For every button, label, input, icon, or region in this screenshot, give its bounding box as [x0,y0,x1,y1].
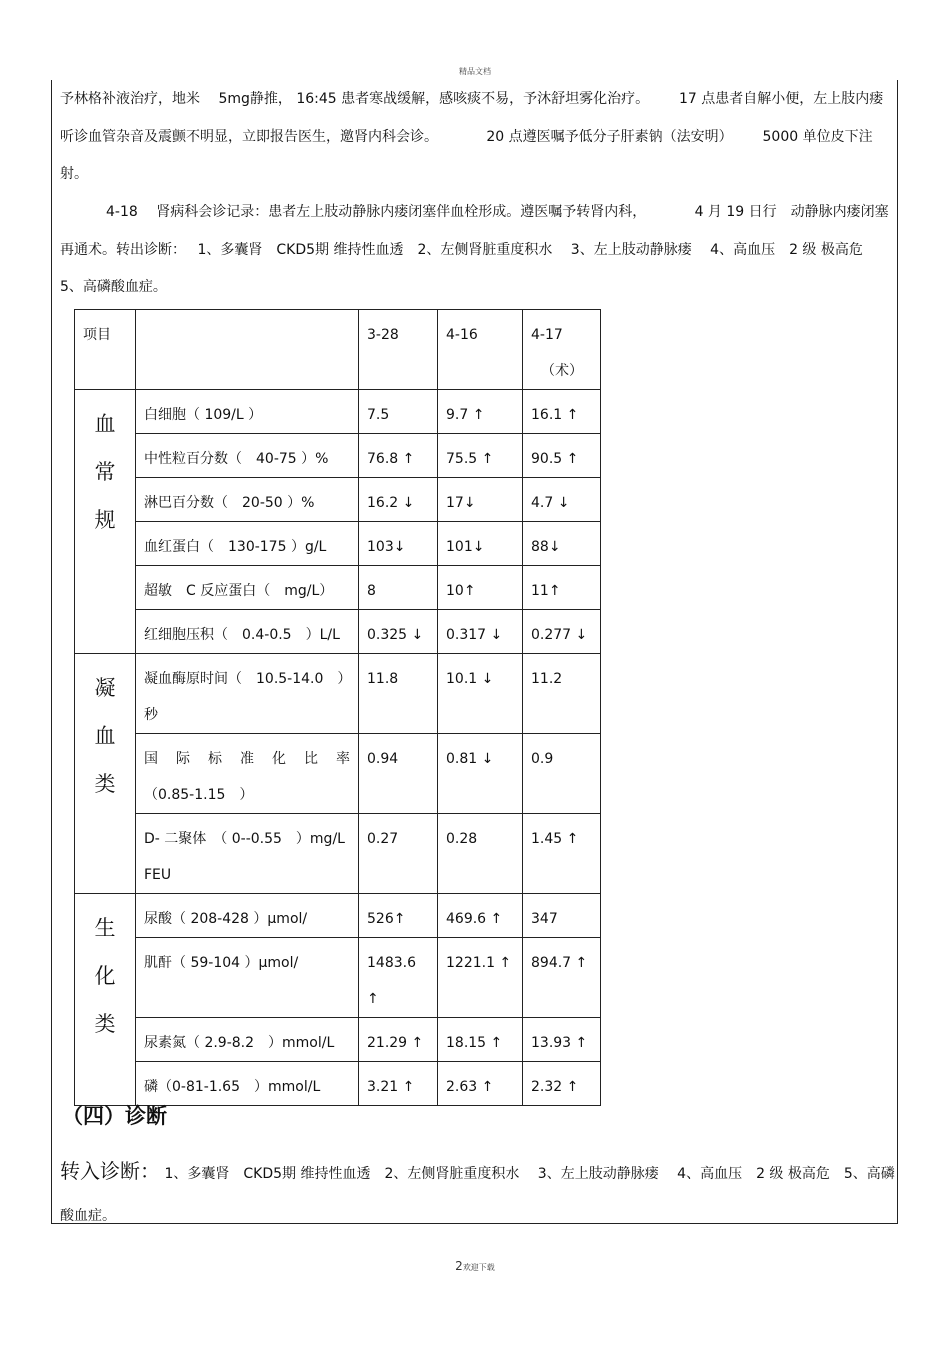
row-name-line-1: 国际标准化比率 [144,751,350,767]
row-value-1: 7.5 [359,390,438,434]
table-row [75,1062,601,1106]
row-value-1: 8 [359,566,438,610]
section-heading-diagnosis: （四）诊断 [62,1103,167,1128]
row-value-1: 0.27 [359,814,438,894]
row-value-2: 10↑ [438,566,523,610]
group-blood-routine [75,390,136,654]
row-name: 肌酐（ 59-104 ）μmol/ [136,938,359,1018]
group-coagulation [75,654,136,894]
row-value-3: 90.5 ↑ [523,434,601,478]
row-value-3: 11↑ [523,566,601,610]
table-row [75,434,601,478]
header-date-3-sub: （术） [541,363,583,379]
nursing-note-paragraph: 予林格补液治疗，地米 5mg静推， 16:45 患者寒战缓解，感咳痰不易，予沐舒坦雾化治疗。 17 点患者自解小便，左上肢内瘘听诊血管杂音及震颤不明显，立即报告医生，邀肾内科会诊。 20 点遵医嘱予低分子肝素钠（法安明） 5000 单位皮下注射。 [60,91,884,182]
row-value-1: 11.8 [359,654,438,734]
row-value-2: 18.15 ↑ [438,1018,523,1062]
admission-diagnosis-text: 1、多囊肾 CKD5期 维持性血透 2、左侧肾脏重度积水 3、左上肢动静脉瘘 4、高血压 2 级 极高危 5、高磷酸血症。 [60,1166,895,1224]
row-value-1: 16.2 ↓ [359,478,438,522]
row-value-3: 1.45 ↑ [523,814,601,894]
group-biochemistry [75,894,136,1106]
header-date-3 [523,310,601,390]
row-value-3: 0.9 [523,734,601,814]
row-value-3: 347 [523,894,601,938]
row-name: D- 二聚体 （ 0--0.55 ）mg/L FEU [136,814,359,894]
row-value-3: 4.7 ↓ [523,478,601,522]
admission-diagnosis-label: 转入诊断： [60,1159,160,1183]
row-value-3: 13.93 ↑ [523,1018,601,1062]
row-name-line-2: （0.85-1.15 ） [144,787,254,803]
row-value-2: 0.28 [438,814,523,894]
admission-diagnosis [60,1150,896,1237]
row-name [136,734,359,814]
row-value-3: 88↓ [523,522,601,566]
table-row [75,814,601,894]
group-blood-routine-label: 血常规 [94,412,116,532]
group-coagulation-label: 凝血类 [94,676,116,796]
row-value-2: 75.5 ↑ [438,434,523,478]
header-date-3-label: 4-17 [531,327,563,343]
table-row [75,610,601,654]
table-row [75,938,601,1018]
row-value-1: 3.21 ↑ [359,1062,438,1106]
row-value-1: 0.94 [359,734,438,814]
row-name: 中性粒百分数（ 40-75 ）% [136,434,359,478]
table-row [75,734,601,814]
row-value-1: 526↑ [359,894,438,938]
row-name: 尿酸（ 208-428 ）μmol/ [136,894,359,938]
table-header-row [75,310,601,390]
table-row [75,1018,601,1062]
row-value-2: 0.317 ↓ [438,610,523,654]
row-value-2: 10.1 ↓ [438,654,523,734]
row-value-2: 101↓ [438,522,523,566]
header-date-2: 4-16 [438,310,523,390]
table-row [75,522,601,566]
group-biochemistry-label: 生化类 [94,916,116,1036]
row-value-2: 2.63 ↑ [438,1062,523,1106]
row-value-1: 0.325 ↓ [359,610,438,654]
row-name: 红细胞压积（ 0.4-0.5 ）L/L [136,610,359,654]
row-name: 淋巴百分数（ 20-50 ）% [136,478,359,522]
row-value-1: 1483.6 ↑ [359,938,438,1018]
row-value-3: 11.2 [523,654,601,734]
row-value-3: 2.32 ↑ [523,1062,601,1106]
table-row [75,654,601,734]
row-value-1: 76.8 ↑ [359,434,438,478]
header-date-1: 3-28 [359,310,438,390]
table-row [75,894,601,938]
row-value-2: 1221.1 ↑ [438,938,523,1018]
row-value-1: 21.29 ↑ [359,1018,438,1062]
row-name: 磷（0-81-1.65 ）mmol/L [136,1062,359,1106]
table-row [75,478,601,522]
page-number: 2 [455,1259,463,1273]
row-name: 白细胞（ 109/L ） [136,390,359,434]
row-value-3: 894.7 ↑ [523,938,601,1018]
row-value-2: 17↓ [438,478,523,522]
row-value-3: 16.1 ↑ [523,390,601,434]
lab-results-table [74,309,601,1106]
row-value-2: 9.7 ↑ [438,390,523,434]
row-value-2: 0.81 ↓ [438,734,523,814]
header-blank [136,310,359,390]
row-value-3: 0.277 ↓ [523,610,601,654]
row-value-1: 103↓ [359,522,438,566]
row-name: 血红蛋白（ 130-175 ）g/L [136,522,359,566]
consultation-paragraph: 4-18 肾病科会诊记录：患者左上肢动静脉内瘘闭塞伴血栓形成。遵医嘱予转肾内科， 4 月 19 日行 动静脉内瘘闭塞再通术。转出诊断： 1、多囊肾 CKD5期 维持性血透 2、左侧肾脏重度积水 3、左上肢动静脉瘘 4、高血压 2 级 极高危 5、高磷酸血症。 [60,204,889,295]
header-item: 项目 [75,310,136,390]
row-name: 凝血酶原时间（ 10.5-14.0 ）秒 [136,654,359,734]
page-footer [0,1259,950,1273]
row-name: 尿素氮（ 2.9-8.2 ）mmol/L [136,1018,359,1062]
table-row [75,390,601,434]
row-value-2: 469.6 ↑ [438,894,523,938]
footer-text: 欢迎下载 [462,1263,495,1272]
table-row [75,566,601,610]
header-note: 精品文档 [459,67,491,76]
row-name: 超敏 C 反应蛋白（ mg/L） [136,566,359,610]
